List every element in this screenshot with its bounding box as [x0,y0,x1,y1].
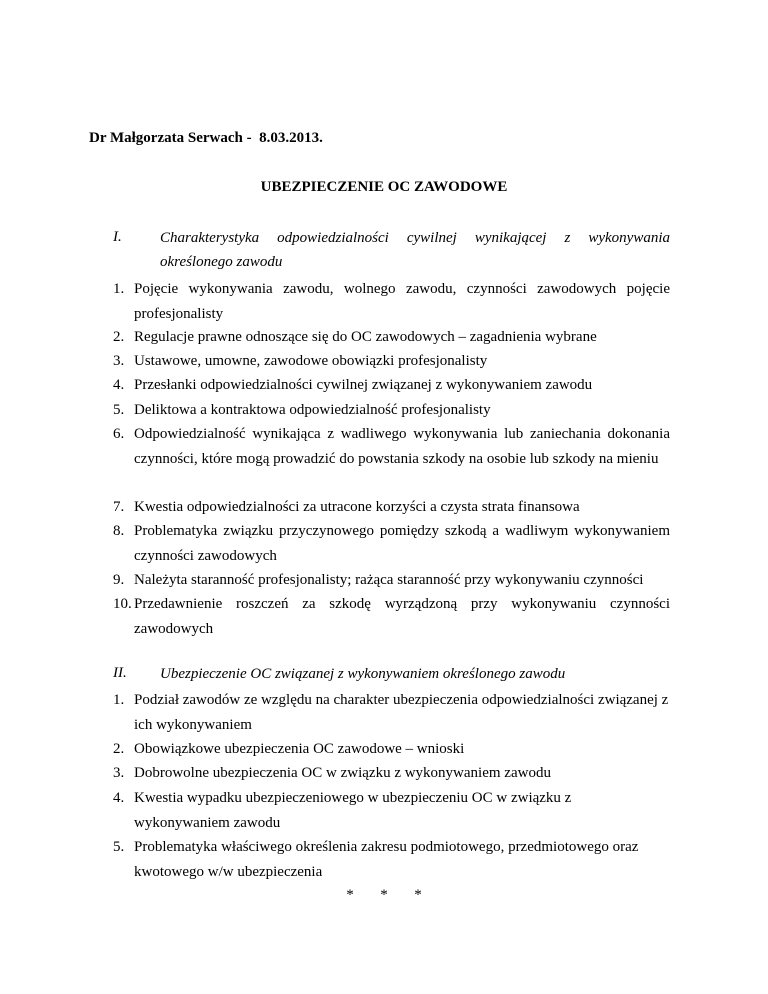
list-item [113,349,670,374]
section-1-number: I. [113,229,122,245]
list-item-text: Dobrowolne ubezpieczenia OC w związku z wykonywaniem zawodu [134,765,551,781]
section-separator [0,887,768,904]
list-item-text: Obowiązkowe ubezpieczenia OC zawodowe – wnioski [134,741,465,757]
list-item-number: 2. [113,329,125,345]
list-item-text: Problematyka właściwego określenia zakresu podmiotowego, przedmiotowego oraz kwotowego w/w ubezpieczenia [134,839,639,880]
separator-star: * [414,887,422,903]
separator-star: * [346,887,354,903]
list-item-text: Regulacje prawne odnoszące się do OC zawodowych – zagadnienia wybrane [134,329,597,345]
list-item [113,835,670,884]
separator-star: * [380,887,388,903]
list-item-number: 7. [113,499,125,515]
list-item-number: 4. [113,377,125,393]
list-item-text: Ustawowe, umowne, zawodowe obowiązki profesjonalisty [134,353,488,369]
list-item [113,373,670,398]
list-item-text: Problematyka związku przyczynowego pomiędzy szkodą a wadliwym wykonywaniem czynności zawodowych [134,523,670,564]
list-item-number: 8. [113,523,125,539]
list-item-number: 5. [113,402,125,418]
section-1-title [160,226,670,274]
list-item-text: Przedawnienie roszczeń za szkodę wyrządzoną przy wykonywaniu czynności zawodowych [134,596,670,637]
list-item-text: Deliktowa a kontraktowa odpowiedzialność profesjonalisty [134,402,491,418]
section-2-number: II. [113,665,127,681]
list-item-number: 3. [113,765,125,781]
list-item-number: 1. [113,281,125,297]
list-item [113,688,670,737]
list-item-text: Pojęcie wykonywania zawodu, wolnego zawodu, czynności zawodowych pojęcie profesjonalisty [134,281,670,322]
list-item-number: 5. [113,839,125,855]
list-item [113,325,670,350]
list-item-number: 3. [113,353,125,369]
section-2-title: Ubezpieczenie OC związanej z wykonywaniem określonego zawodu [160,666,566,682]
list-item [113,398,670,423]
list-item [113,422,670,471]
list-item-number: 9. [113,572,125,588]
section-1-title-line2: określonego zawodu [160,254,283,270]
list-item-number: 2. [113,741,125,757]
list-item-number: 1. [113,692,125,708]
list-item [113,568,670,593]
list-item [113,737,670,762]
list-item [113,592,670,641]
list-item [113,277,670,326]
document-title: UBEZPIECZENIE OC ZAWODOWE [260,179,508,195]
list-item-text: Kwestia odpowiedzialności za utracone korzyści a czysta strata finansowa [134,499,580,515]
list-item-text: Kwestia wypadku ubezpieczeniowego w ubezpieczeniu OC w związku z wykonywaniem zawodu [134,790,572,831]
list-item-number: 10. [113,596,132,612]
list-item-text: Przesłanki odpowiedzialności cywilnej związanej z wykonywaniem zawodu [134,377,593,393]
list-item-text: Podział zawodów ze względu na charakter ubezpieczenia odpowiedzialności związanej z ich wykonywaniem [134,692,669,733]
list-item-text: Odpowiedzialność wynikająca z wadliwego wykonywania lub zaniechania dokonania czynności, które mogą prowadzić do powstania szkody na osobie lub szkody na mieniu [134,426,670,467]
list-item [113,786,670,835]
section-1-title-line1: Charakterystyka odpowiedzialności cywilnej wynikającej z wykonywania [160,230,670,246]
author-date-line: Dr Małgorzata Serwach - 8.03.2013. [89,130,323,146]
list-item [113,519,670,568]
list-item-number: 6. [113,426,125,442]
list-item [113,495,670,520]
list-item-text: Należyta staranność profesjonalisty; rażąca staranność przy wykonywaniu czynności [134,572,644,588]
list-item-number: 4. [113,790,125,806]
list-item [113,761,670,786]
